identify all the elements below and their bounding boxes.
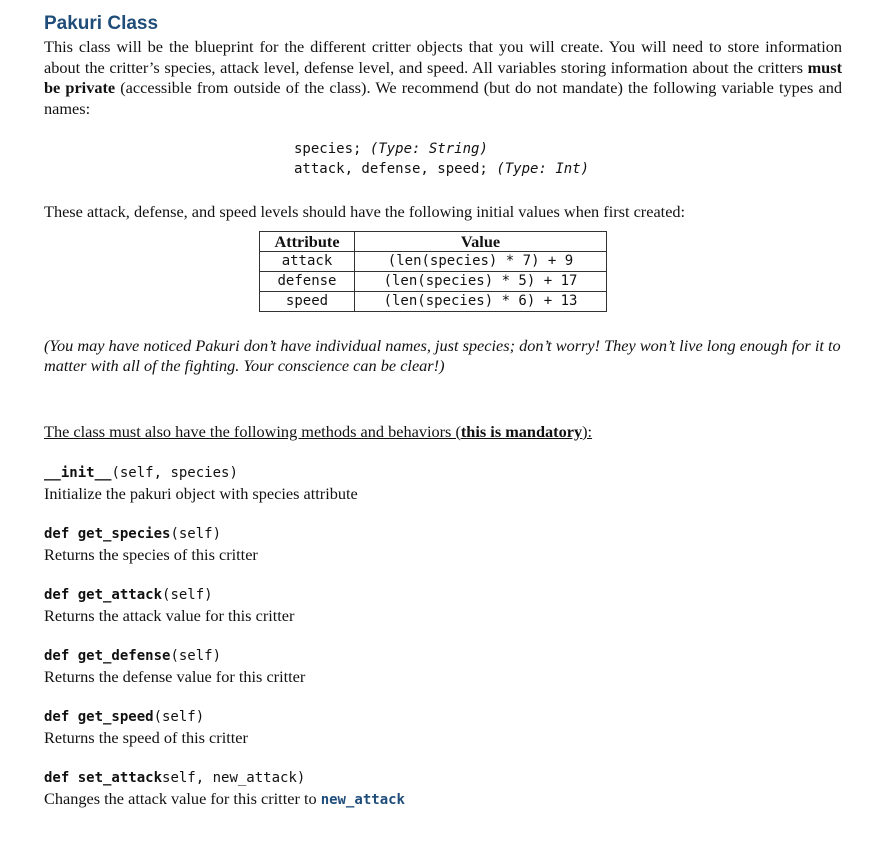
type-annotation: (Type: Int) bbox=[496, 161, 590, 177]
method-params: (self) bbox=[162, 587, 213, 603]
method-get-attack bbox=[44, 585, 842, 626]
table-header-value: Value bbox=[355, 231, 607, 251]
method-params: (self) bbox=[170, 648, 222, 664]
method-description: Initialize the pakuri object with species attribute bbox=[44, 484, 358, 503]
inline-code: new_attack bbox=[320, 792, 405, 808]
intro-text-end: (accessible from outside of the class). We recommend (but do not mandate) the following variable types and names: bbox=[44, 78, 842, 118]
table-cell-value: (len(species) * 5) + 17 bbox=[355, 271, 607, 291]
code-text: species; bbox=[294, 141, 362, 157]
method-signature bbox=[44, 646, 842, 666]
method-description: Returns the attack value for this critter bbox=[44, 606, 295, 625]
method-get-species bbox=[44, 524, 842, 565]
page-title: Pakuri Class bbox=[44, 13, 159, 34]
method-params: self, new_attack) bbox=[162, 770, 306, 786]
table-row bbox=[260, 291, 607, 311]
table-cell-value: (len(species) * 6) + 13 bbox=[355, 291, 607, 311]
method-name: def get_attack bbox=[44, 587, 163, 603]
method-params: (self) bbox=[153, 709, 205, 725]
method-get-defense bbox=[44, 646, 842, 687]
intro-paragraph bbox=[44, 37, 842, 119]
variable-code-block bbox=[294, 139, 842, 179]
method-signature bbox=[44, 585, 842, 605]
method-set-attack bbox=[44, 768, 842, 811]
method-signature bbox=[44, 463, 842, 483]
code-text: attack, defense, speed; bbox=[294, 161, 488, 177]
method-description: Returns the defense value for this critter bbox=[44, 667, 306, 686]
method-name: def get_defense bbox=[44, 648, 171, 664]
methods-section-title bbox=[44, 422, 842, 443]
method-description: Returns the speed of this critter bbox=[44, 728, 248, 747]
initial-values-intro: These attack, defense, and speed levels should have the following initial values when first created: bbox=[44, 202, 686, 221]
method-params: (self, species) bbox=[111, 465, 238, 481]
note-paragraph: (You may have noticed Pakuri don’t have individual names, just species; don’t worry! They won’t live long enough for it to matter with all of the fighting. Your conscience can be clear!) bbox=[44, 335, 841, 375]
method-description: Returns the species of this critter bbox=[44, 545, 258, 564]
table-cell-attribute: defense bbox=[260, 271, 355, 291]
document-page bbox=[44, 10, 842, 811]
methods-title-bold: this is mandatory bbox=[460, 421, 583, 441]
table-cell-value: (len(species) * 7) + 9 bbox=[355, 251, 607, 271]
method-params: (self) bbox=[170, 526, 222, 542]
intro-bold-text: must be private bbox=[44, 57, 842, 97]
method-signature bbox=[44, 524, 842, 544]
table-row bbox=[260, 251, 607, 271]
table-cell-attribute: attack bbox=[260, 251, 355, 271]
initial-values-table bbox=[259, 231, 607, 312]
method-description-text: Changes the attack value for this critter to bbox=[44, 789, 321, 808]
method-name: def set_attack bbox=[44, 770, 163, 786]
intro-text: This class will be the blueprint for the different critter objects that you will create. You will need to store information about the critter’s species, attack level, defense level, and speed. All variables storing information about the critters bbox=[44, 37, 842, 77]
methods-title-text: The class must also have the following methods and behaviors ( bbox=[44, 421, 461, 441]
method-name: __init__ bbox=[44, 465, 112, 481]
method-get-speed bbox=[44, 707, 842, 748]
method-signature bbox=[44, 707, 842, 727]
type-annotation: (Type: String) bbox=[369, 141, 488, 157]
table-cell-attribute: speed bbox=[260, 291, 355, 311]
table-header-row bbox=[260, 231, 607, 251]
code-line bbox=[294, 139, 842, 159]
method-signature bbox=[44, 768, 842, 788]
code-line bbox=[294, 159, 842, 179]
method-name: def get_speed bbox=[44, 709, 154, 725]
table-row bbox=[260, 271, 607, 291]
methods-title-end: ): bbox=[582, 421, 593, 441]
method-init bbox=[44, 463, 842, 504]
method-description bbox=[44, 788, 842, 811]
table-header-attribute: Attribute bbox=[260, 231, 355, 251]
method-name: def get_species bbox=[44, 526, 171, 542]
